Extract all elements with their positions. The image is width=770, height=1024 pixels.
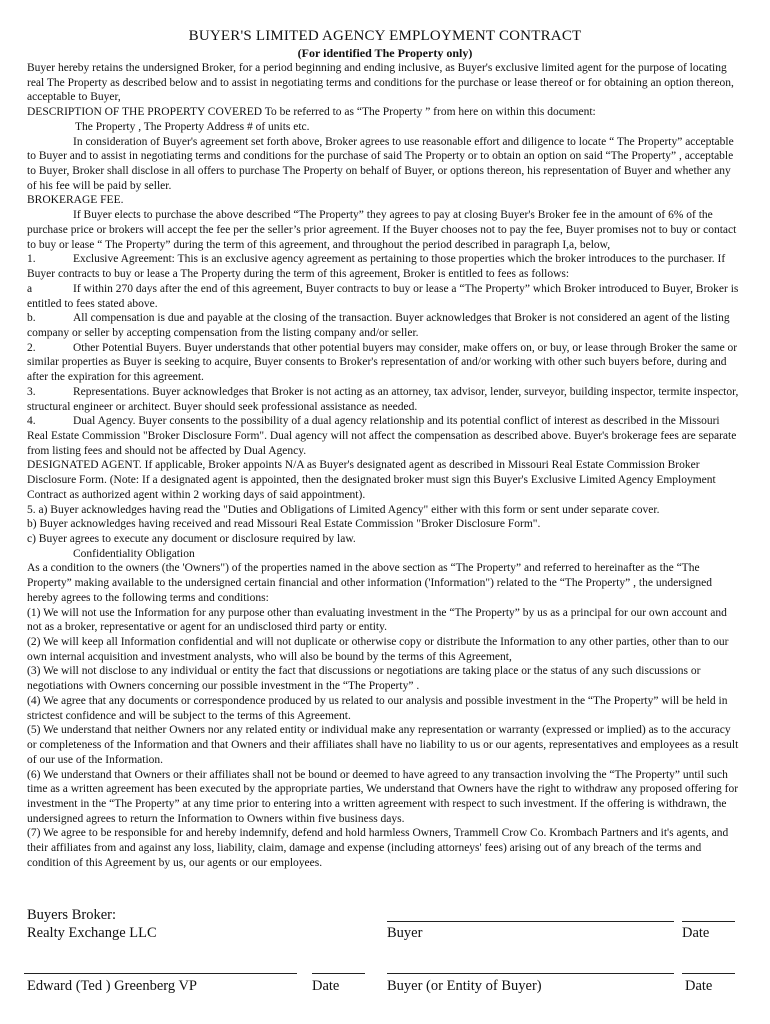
buyer-entity-date-label: Date xyxy=(685,978,713,994)
clause-number: 4. xyxy=(27,415,36,428)
brokerage-fee-heading: BROKERAGE FEE. xyxy=(27,194,124,207)
consideration-paragraph: In consideration of Buyer's agreement set forth above, Broker agrees to use reasonable effort and diligence to locate “ The Property” acceptable to Buyer and to assist in negotiating terms and conditions for the purchase of said The Property or to obtain an option on said “The Property” , acceptable to Buyer, Broker shall disclose in all offers to purchase The Property on behalf of Buyer, or options thereon, his representation of Buyer and whether any of his fee will be paid by seller. xyxy=(27,135,734,192)
brokerage-fee-paragraph: If Buyer elects to purchase the above described “The Property” they agrees to pay at closing Buyer's Broker fee in the amount of 6% of the purchase price or brokers will accept the fee per the seller’s prior agreement. If the Buyer chooses not to pay the fee, Buyer promises not to buy or contact to buy or lease “ The Property” during the term of this agreement, and throughout the period described in paragraph I,a, below, xyxy=(27,209,737,251)
clause-a xyxy=(27,282,743,311)
clause-number: b. xyxy=(27,312,36,325)
property-description-heading: DESCRIPTION OF THE PROPERTY COVERED To be referred to as “The Property ” from here on within this document: xyxy=(27,106,596,119)
buyer-entity-date-line[interactable] xyxy=(682,973,735,974)
confidentiality-heading: Confidentiality Obligation xyxy=(73,547,195,560)
confidentiality-item-4: (4) We agree that any documents or correspondence produced by us related to our analysis and possible investment in the “The Property” will be held in strictest confidence and will be subject to the terms of this Agreement. xyxy=(27,694,728,722)
clause-b xyxy=(27,311,743,340)
buyer-date-label: Date xyxy=(682,925,710,941)
buyer-entity-label: Buyer (or Entity of Buyer) xyxy=(387,978,542,994)
clause-number: 3. xyxy=(27,385,36,398)
agent-name: Edward (Ted ) Greenberg VP xyxy=(27,978,197,994)
clause-text: Exclusive Agreement: This is an exclusive agency agreement as pertaining to those properties which the broker introduces to the purchaser. If Buyer contracts to buy or lease a The Property during the term of this agreement, Broker is entitled to fees as follows: xyxy=(27,253,726,281)
confidentiality-item-2: (2) We will keep all Information confidential and will not duplicate or otherwise copy or distribute the Information to any other parties, other than to our own internal acquisition and investment analysts, who will also be bound by the terms of this Agreement, xyxy=(27,636,729,663)
confidentiality-intro: As a condition to the owners (the 'Owners") of the properties named in the above section as “The Property” and referred to hereinafter as the “The Property” making available to the undersigned certain financial and other information ('Information") related to the “The Property” , the undersigned hereby agrees to the following terms and conditions: xyxy=(27,562,713,604)
document-title: BUYER'S LIMITED AGENCY EMPLOYMENT CONTRACT xyxy=(188,28,582,44)
clause-5a: 5. a) Buyer acknowledges having read the "Duties and Obligations of Limited Agency" either with this form or sent under separate cover. xyxy=(27,503,660,516)
clause-number: 1. xyxy=(27,253,36,266)
buyer-date-line[interactable] xyxy=(682,921,735,922)
contract-body xyxy=(27,61,743,871)
clause-3 xyxy=(27,385,743,414)
buyer-entity-signature-line[interactable] xyxy=(387,973,674,974)
clause-2 xyxy=(27,341,743,385)
clause-text: Representations. Buyer acknowledges that Broker is not acting as an attorney, tax advisor, lender, surveyor, building inspector, termite inspector, structural engineer or architect. Buyer should seek professional assistance as needed. xyxy=(27,385,739,413)
retention-paragraph: Buyer hereby retains the undersigned Broker, for a period beginning and ending inclusive, as Buyer's exclusive limited agent for the purpose of locating real The Property as described below and to assist in negotiating terms and conditions for the purchase or lease thereof or for obtaining an option thereon, acceptable to Buyer, xyxy=(27,62,734,104)
clause-text: Other Potential Buyers. Buyer understands that other potential buyers may consider, make offers on, or buy, or lease through Broker the same or similar properties as Buyer is seeking to acquire, Buyer consents to Broker's representation of and/or working with other such buyers before, during and after the expiration for this agreement. xyxy=(27,341,738,384)
clause-text: Dual Agency. Buyer consents to the possibility of a dual agency relationship and its potential conflict of interest as described in the Missouri Real Estate Commission "Broker Disclosure Form". Dual agency will not affect the compensation as described above. Buyer's brokerage fees are separate from listing fees and should not be affected by Dual Agency. xyxy=(27,415,737,457)
clause-5c: c) Buyer agrees to execute any document or disclosure required by law. xyxy=(27,533,356,545)
broker-company-name: Realty Exchange LLC xyxy=(27,925,157,941)
confidentiality-item-1: (1) We will not use the Information for any purpose other than evaluating investment in the “The Property” by us as a principal for our own account and not as a broker, representative or agent for an undisclosed third party or entity. xyxy=(27,606,727,634)
agent-signature-line[interactable] xyxy=(24,973,297,974)
agent-date-line[interactable] xyxy=(312,973,365,974)
document-subtitle: (For identified The Property only) xyxy=(297,46,473,60)
confidentiality-item-7: (7) We agree to be responsible for and hereby indemnify, defend and hold harmless Owners, Trammell Crow Co. Krombach Partners and it's agents, and their affiliates from and against any loss, liability, claim, damage and expense (including attorneys' fees) arising out of any breach of the terms and condition of this Agreement by us, our agents or our employees. xyxy=(27,827,729,869)
clause-text: If within 270 days after the end of this agreement, Buyer contracts to buy or lease a “The Property” which Broker introduced to Buyer, Broker is entitled to fees stated above. xyxy=(27,282,739,310)
buyer-label: Buyer xyxy=(387,925,423,941)
buyers-broker-label: Buyers Broker: xyxy=(27,907,116,923)
agent-date-label: Date xyxy=(312,978,340,994)
clause-number: 2. xyxy=(27,341,36,354)
property-address-line: The Property , The Property Address # of units etc. xyxy=(75,120,310,133)
clause-4 xyxy=(27,414,743,458)
clause-5b: b) Buyer acknowledges having received and read Missouri Real Estate Commission "Broker Disclosure Form". xyxy=(27,518,541,531)
clause-1 xyxy=(27,252,743,281)
confidentiality-item-3: (3) We will not disclose to any individual or entity the fact that discussions or negotiations are taking place or the status of any such discussions or negotiations with Owners concerning our possible investment in the “The Property” . xyxy=(27,665,701,693)
buyer-signature-line[interactable] xyxy=(387,921,674,922)
designated-agent-paragraph: DESIGNATED AGENT. If applicable, Broker appoints N/A as Buyer's designated agent as described in Missouri Real Estate Commission Broker Disclosure Form. (Note: If a designated agent is appointed, then the designated broker must sign this Buyer's Exclusive Limited Agency Employment Contract as authorized agent within 2 working days of said appointment). xyxy=(27,459,716,501)
clause-number: a xyxy=(27,282,33,295)
confidentiality-item-6: (6) We understand that Owners or their affiliates shall not be bound or deemed to have agreed to any transaction involving the “The Property” until such time as a written agreement has been executed by the appropriate parties, We understand that Owners have the right to withdraw any proposed offering for investment in the “The Property” at any time prior to entering into a written agreement with respect to such investment. If the offering is withdrawn, the undersigned agrees to return the Information to Owners within five business days. xyxy=(27,768,739,825)
confidentiality-item-5: (5) We understand that neither Owners nor any related entity or individual make any representation or warranty (expressed or implied) as to the accuracy or completeness of the Information and that Owners and their affiliates shall have no liability to us or our agents, representatives and employees as a result of our use of the Information. xyxy=(27,724,739,766)
clause-text: All compensation is due and payable at the closing of the transaction. Buyer acknowledges that Broker is not considered an agent of the listing company or seller by accepting compensation from the listing company and/or seller. xyxy=(27,312,730,339)
